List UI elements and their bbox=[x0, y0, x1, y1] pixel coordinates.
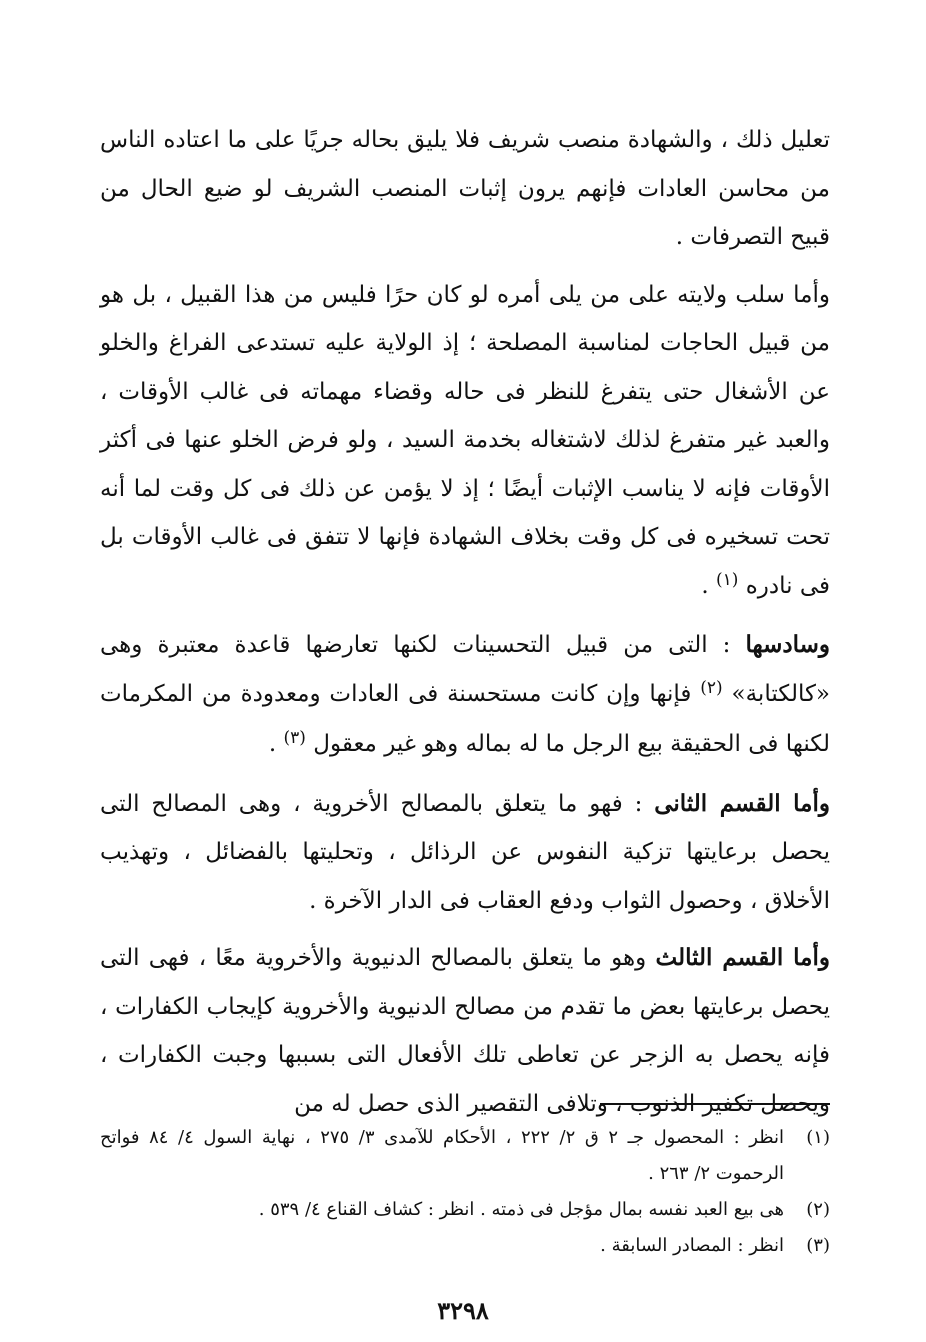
paragraph-4-lead: وأما القسم الثانى bbox=[654, 789, 830, 817]
footnote-divider bbox=[600, 1103, 830, 1105]
paragraph-5-lead: وأما القسم الثالث bbox=[655, 944, 830, 971]
paragraph-3-text-b: فإنها وإن كانت مستحسنة فى العادات ومعدودة من المكرمات لكنها فى الحقيقة بيع الرجل ما له بماله وهو غير معقول bbox=[100, 680, 830, 757]
footnote-1-text: انظر : المحصول جـ ٢ ق ٢/ ٢٢٢ ، الأحكام للآمدى ٣/ ٢٧٥ ، نهاية السول ٤/ ٨٤ فواتح الرحموت ٢/ ٢٦٣ . bbox=[100, 1127, 784, 1184]
paragraph-3-text-a: : التى من قبيل التحسينات لكنها تعارضها قاعدة معتبرة وهى «كالكتابة» bbox=[100, 632, 831, 707]
paragraph-3-end: . bbox=[268, 731, 284, 757]
footnote-ref-1: (١) bbox=[715, 569, 739, 590]
footnote-2-text: هى بيع العبد نفسه بمال مؤجل فى ذمته . انظر : كشاف القناع ٤/ ٥٣٩ . bbox=[258, 1199, 784, 1220]
paragraph-2 bbox=[100, 271, 830, 613]
footnote-2-number: (٢) bbox=[806, 1199, 830, 1220]
footnote-3-number: (٣) bbox=[806, 1235, 830, 1256]
paragraph-5-text: وهو ما يتعلق بالمصالح الدنيوية والأخروية معًا ، فهى التى يحصل برعايتها بعض ما تقدم من مصالح الدنيوية والأخروية كإيجاب الكفارات ، فإنه يحصل به الزجر عن تعاطى تلك الأفعال التى بسببها وجبت الكفارات ، ويحصل تكفير الذنوب ، وتلافى التقصير الذى حصل له من bbox=[100, 945, 830, 1117]
paragraph-4-text: : فهو ما يتعلق بالمصالح الأخروية ، وهى المصالح التى يحصل برعايتها تزكية النفوس عن الرذائل ، وتحليتها بالفضائل ، وتهذيب الأخلاق ، وحصول الثواب ودفع العقاب فى الدار الآخرة . bbox=[100, 790, 830, 914]
paragraph-5 bbox=[100, 934, 830, 1128]
paragraph-2-text: وأما سلب ولايته على من يلى أمره لو كان حرًا فليس من هذا القبيل ، بل هو من قبيل الحاجات لمناسبة المصلحة ؛ إذ الولاية عليه تستدعى الفراغ والخلو عن الأشغال حتى يتفرغ للنظر فى حاله وقضاء مهماته فى غالب الأوقات ، والعبد غير متفرغ لذلك لاشتغاله بخدمة السيد ، ولو فرض الخلو عنها فى أكثر الأوقات فإنه لا يناسب الإثبات أيضًا ؛ إذ لا يؤمن عن ذلك فى كل وقت لما أنه تحت تسخيره فى كل وقت بخلاف الشهادة فإنها لا تتفق فى غالب الأوقات بل فى نادره bbox=[100, 281, 830, 599]
paragraph-1 bbox=[100, 116, 830, 262]
footnotes bbox=[100, 1120, 830, 1264]
paragraph-2-end: . bbox=[701, 572, 716, 599]
footnote-3-text: انظر : المصادر السابقة . bbox=[600, 1235, 784, 1256]
paragraph-3-lead: وسادسها bbox=[745, 631, 830, 658]
main-text bbox=[100, 116, 830, 1137]
footnote-2 bbox=[100, 1192, 830, 1228]
footnote-ref-3: (٣) bbox=[283, 728, 306, 748]
footnote-1 bbox=[100, 1120, 830, 1192]
paragraph-4 bbox=[100, 780, 830, 926]
paragraph-1-text: تعليل ذلك ، والشهادة منصب شريف فلا يليق بحاله جريًا على ما اعتاده الناس من محاسن العادات فإنهم يرون إثبات المنصب الشريف لو ضيع الحال من قبيح التصرفات . bbox=[100, 127, 830, 250]
footnote-3 bbox=[100, 1228, 830, 1264]
footnote-1-number: (١) bbox=[806, 1127, 830, 1148]
page-number: ٣٢٩٨ bbox=[437, 1296, 489, 1325]
footnote-ref-2: (٢) bbox=[700, 677, 723, 698]
paragraph-3 bbox=[100, 621, 830, 771]
